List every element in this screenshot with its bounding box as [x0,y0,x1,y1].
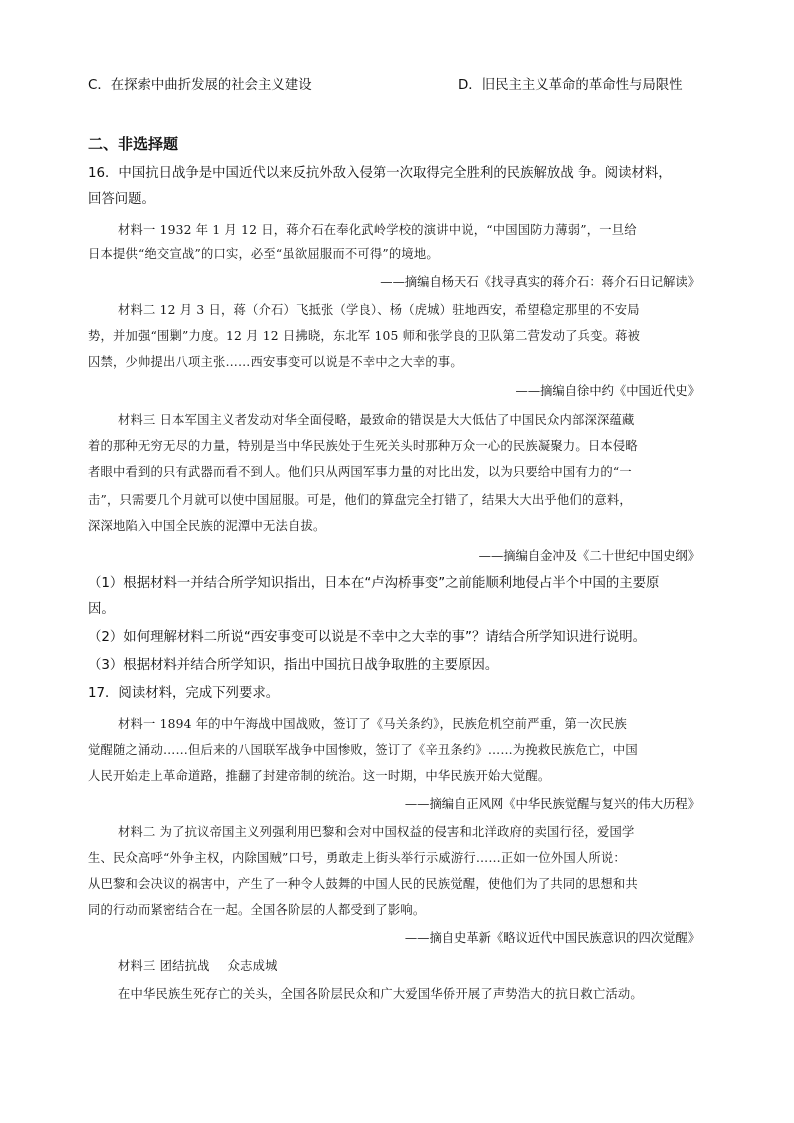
q16-material2-line2: 势，并加强“围剿”力度。12 月 12 日拂晓，东北军 105 师和张学良的卫队第二营发动了兵变。蒋被 [88,329,641,343]
q17-material1-line3: 人民开始走上革命道路，推翻了封建帝制的统治。这一时期，中华民族开始大觉醒。 [88,769,551,783]
q17-material2-line1: 材料二 为了抗议帝国主义列强利用巴黎和会对中国权益的侵害和北洋政府的卖国行径，爱国学 [118,825,635,839]
section-heading: 二、非选择题 [88,135,179,153]
q17-material3-title [118,956,708,976]
q17-material3-line1: 在中华民族生死存亡的关头，全国各阶层民众和广大爱国华侨开展了声势浩大的抗日救亡活动。 [118,987,643,1001]
q16-stem-line2: 回答问题。 [88,192,155,207]
q17-material1-line1: 材料一 1894 年的中午海战中国战败，签订了《马关条约》，民族危机空前严重，第一次民族 [118,717,628,731]
q17-material2-line2: 生、民众高呼“外争主权，内除国贼”口号，勇敢走上街头举行示威游行……正如一位外国人所说： [88,851,626,865]
q16-material1-line2: 日本提供“绝交宣战”的口实，必至“虽欲屈服而不可得”的境地。 [88,247,439,261]
q16-material2-line3: 囚禁，少帅提出八项主张……西安事变可以说是不幸中之大幸的事。 [88,355,463,369]
q16-subq1-line1: （1）根据材料一并结合所学知识指出，日本在“卢沟桥事变”之前能顺利地侵占半个中国的主要原 [88,576,660,591]
q16-material1-line1: 材料一 1932 年 1 月 12 日，蒋介石在奉化武岭学校的演讲中说，“中国国防力薄弱”，一旦给 [118,223,637,237]
q17-material2-line4: 同的行动而紧密结合在一起。全国各阶层的人都受到了影响。 [88,903,426,917]
q16-material3-source: ——摘编自金冲及《二十世纪中国史纲》 [478,549,700,563]
option-c: C．在探索中曲折发展的社会主义建设 [88,78,312,93]
q16-material3-line5: 深深地陷入中国全民族的泥潭中无法自拔。 [88,519,326,533]
q17-material3-title-a: 材料三 团结抗战 [118,959,210,973]
q17-stem: 17．阅读材料，完成下列要求。 [88,686,280,701]
q17-material2-source: ——摘自史革新《略议近代中国民族意识的四次觉醒》 [404,931,700,945]
option-c-d-row [88,76,708,96]
q16-material2-source: ——摘编自徐中约《中国近代史》 [515,384,700,398]
q17-material1-line2: 觉醒随之涌动……但后来的八国联军战争中国惨败，签订了《辛丑条约》……为挽救民族危亡，中国 [88,743,638,757]
option-d: D．旧民主主义革命的革命性与局限性 [458,78,683,93]
q16-material3-line1: 材料三 日本军国主义者发动对华全面侵略，最致命的错误是大大低估了中国民众内部深深蕴藏 [118,413,635,427]
q16-subq1-line2: 因。 [88,602,115,617]
q16-material3-line2: 着的那种无穷无尽的力量，特别是当中华民族处于生死关头时那种万众一心的民族凝聚力。日本侵略 [88,439,638,453]
q17-material3-title-b: 众志成城 [227,959,278,973]
q16-subq2: （2）如何理解材料二所说“西安事变可以说是不幸中之大幸的事”？请结合所学知识进行说明。 [88,630,647,645]
q16-material3-line3: 者眼中看到的只有武器而看不到人。他们只从两国军事力量的对比出发，以为只要给中国有力的“一 [88,465,632,479]
q16-stem-line1: 16．中国抗日战争是中国近代以来反抗外敌入侵第一次取得完全胜利的民族解放战 争。阅读材料， [88,166,672,181]
q16-material1-source: ——摘编自杨天石《找寻真实的蒋介石：蒋介石日记解读》 [380,275,700,289]
q17-material1-source: ——摘编自正风网《中华民族觉醒与复兴的伟大历程》 [404,797,700,811]
q16-subq3: （3）根据材料并结合所学知识，指出中国抗日战争取胜的主要原因。 [88,658,499,673]
q16-material2-line1: 材料二 12 月 3 日，蒋（介石）飞抵张（学良）、杨（虎城）驻地西安，希望稳定那里的不安局 [118,303,640,317]
q16-material3-line4: 击”，只需要几个月就可以使中国屈服。可是，他们的算盘完全打错了，结果大大出乎他们的意料， [88,493,632,507]
q17-material2-line3: 从巴黎和会决议的祸害中，产生了一种令人鼓舞的中国人民的民族觉醒，使他们为了共同的思想和共 [88,877,638,891]
